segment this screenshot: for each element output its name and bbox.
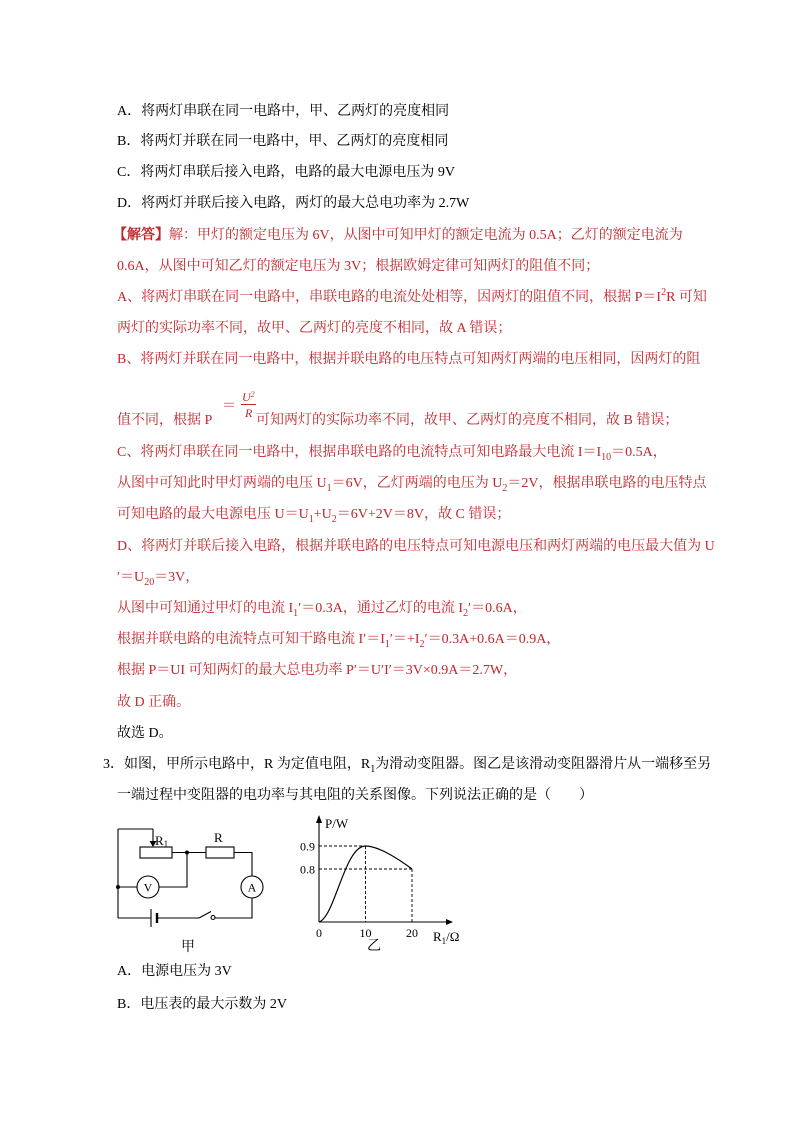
solution-line-1	[113, 228, 683, 244]
y-axis-arrowhead	[316, 815, 322, 823]
text-segment: 为滑动变阻器。图乙是该滑动变阻器滑片从一端移至另	[375, 757, 712, 772]
fraction-equals-sign: ＝	[222, 399, 236, 414]
r1-label	[155, 833, 168, 849]
voltmeter-label: V	[143, 880, 153, 895]
solution-line-8	[117, 476, 706, 492]
figure-a-caption: 甲	[181, 940, 195, 955]
text-segment: ＝6V+2V＝8V，故 C 错误；	[336, 507, 511, 522]
subscript: 1	[326, 483, 332, 494]
text-segment: ′＝0.3A，通过乙灯的电流 I	[298, 601, 464, 616]
text-segment: C、将两灯串联在同一电路中，根据串联电路的电流特点可知电路最大电流 I＝I	[117, 445, 602, 460]
junction-dot	[116, 885, 120, 889]
right-wire-top	[234, 853, 252, 877]
x-tick-label: 10	[359, 926, 372, 940]
y-tick-label: 0.9	[300, 839, 315, 854]
right-wire-bottom	[215, 898, 252, 918]
text-segment: ＝3V，	[154, 570, 200, 585]
ammeter-label: A	[247, 880, 257, 895]
text-segment: ＝6V，乙灯两端的电压为 U	[331, 476, 503, 491]
text-segment: ′＝U	[117, 570, 145, 585]
prev-option-d: D．将两灯并联后接入电路，两灯的最大总电功率为 2.7W	[117, 196, 470, 211]
text-segment: A、将两灯串联在同一电路中，串联电路的电流处处相等，因两灯的阻值不同，根据 P＝I	[117, 290, 662, 305]
question-3-line-2: 一端过程中变阻器的电功率与其电阻的关系图像。下列说法正确的是（ ）	[117, 788, 593, 803]
subscript: 1	[370, 764, 376, 775]
fraction-numerator	[242, 391, 255, 405]
text-segment: 从图中可知通过甲灯的电流 I	[117, 601, 294, 616]
subscript: 2	[419, 639, 425, 650]
r1-subscript: 1	[163, 839, 169, 849]
text-segment: +U	[313, 507, 332, 522]
r-label: R	[214, 830, 223, 845]
solution-line-14: 根据 P＝UI 可知两灯的最大总电功率 P′＝U′I′＝3V×0.9A＝2.7W，	[117, 663, 518, 678]
x-axis-label	[433, 929, 459, 946]
x-axis-arrowhead	[446, 919, 453, 925]
text-segment: ＝2V，根据串联电路的电压特点	[507, 476, 707, 491]
subscript: 2	[331, 514, 337, 525]
text-segment: R 可知	[666, 290, 707, 305]
subscript: 1	[384, 639, 390, 650]
x-axis-symbol: R	[433, 929, 442, 944]
r-resistor	[206, 847, 234, 858]
solution-line-4: 两灯的实际功率不同，故甲、乙两灯的亮度不相同，故 A 错误；	[117, 321, 512, 336]
power-resistance-graph	[300, 815, 459, 954]
question-3-line-1	[103, 757, 711, 773]
solution-line-13	[117, 632, 560, 648]
text-segment: 3．如图，甲所示电路中，R 为定值电阻，R	[103, 757, 371, 772]
text-segment: 根据并联电路的电流特点可知干路电流 I′＝I	[117, 632, 385, 647]
switch-lever	[199, 912, 211, 919]
solution-line-7	[117, 445, 667, 461]
text-segment: ′＝0.6A，	[468, 601, 527, 616]
figure-b-caption: 乙	[367, 939, 381, 954]
text-segment: ′＝0.3A+0.6A＝0.9A，	[424, 632, 561, 647]
solution-line-6-start: 值不同，根据 P	[117, 413, 213, 428]
x-axis-subscript: 1	[441, 936, 447, 946]
subscript: 20	[144, 577, 155, 588]
solution-line-12	[117, 601, 527, 617]
x-axis-unit: /Ω	[446, 929, 460, 944]
circuit-diagram	[116, 829, 263, 927]
solution-label: 【解答】	[113, 228, 169, 243]
solution-line-9	[117, 507, 510, 523]
numerator-exponent: 2	[250, 390, 255, 399]
text-segment: 从图中可知此时甲灯两端的电压 U	[117, 476, 327, 491]
solution-line-10: D、将两灯并联后接入电路，根据并联电路的电压特点可知电源电压和两灯两端的电压最大值为 U	[117, 539, 715, 554]
prev-option-b: B．将两灯并联在同一电路中，甲、乙两灯的亮度相同	[117, 134, 449, 149]
y-axis-label: P/W	[325, 816, 349, 831]
solution-text: 解：甲灯的额定电压为 6V，从图中可知甲灯的额定电流为 0.5A；乙灯的额定电流为	[169, 228, 683, 243]
question-3-option-a: A．电源电压为 3V	[117, 964, 232, 979]
prev-option-a: A．将两灯串联在同一电路中，甲、乙两灯的亮度相同	[117, 104, 450, 119]
solution-line-15: 故 D 正确。	[117, 695, 191, 710]
prev-option-c: C．将两灯串联后接入电路，电路的最大电源电压为 9V	[117, 165, 455, 180]
subscript: 10	[601, 452, 612, 463]
fraction-bar	[241, 404, 256, 405]
text-segment: ′＝+I	[389, 632, 420, 647]
x-tick-label: 20	[406, 926, 418, 940]
x-tick-label: 0	[316, 926, 322, 940]
subscript: 2	[502, 483, 508, 494]
text-segment: ＝0.5A，	[611, 445, 667, 460]
subscript: 1	[308, 514, 314, 525]
switch-contact	[211, 916, 215, 920]
solution-line-3	[117, 287, 707, 306]
subscript: 1	[293, 608, 299, 619]
solution-line-11	[117, 570, 199, 586]
solution-line-5: B、将两灯并联在同一电路中，根据并联电路的电压特点可知两灯两端的电压相同，因两灯的阻	[117, 352, 701, 367]
text-segment: 可知电路的最大电源电压 U＝U	[117, 507, 309, 522]
subscript: 2	[463, 608, 469, 619]
answer-line: 故选 D。	[117, 726, 173, 741]
y-tick-label: 0.8	[300, 862, 315, 877]
superscript: 2	[661, 287, 667, 298]
numerator-symbol: U	[242, 390, 251, 404]
solution-line-6-end: 可知两灯的实际功率不同，故甲、乙两灯的亮度不相同，故 B 错误；	[256, 413, 679, 428]
fraction-denominator: R	[245, 406, 253, 420]
solution-line-2: 0.6A，从图中可知乙灯的额定电压为 3V；根据欧姆定律可知两灯的阻值不同；	[117, 259, 600, 274]
question-3-option-b: B．电压表的最大示数为 2V	[117, 997, 287, 1012]
r1-symbol: R	[155, 833, 164, 848]
question-3-figures	[100, 808, 480, 958]
